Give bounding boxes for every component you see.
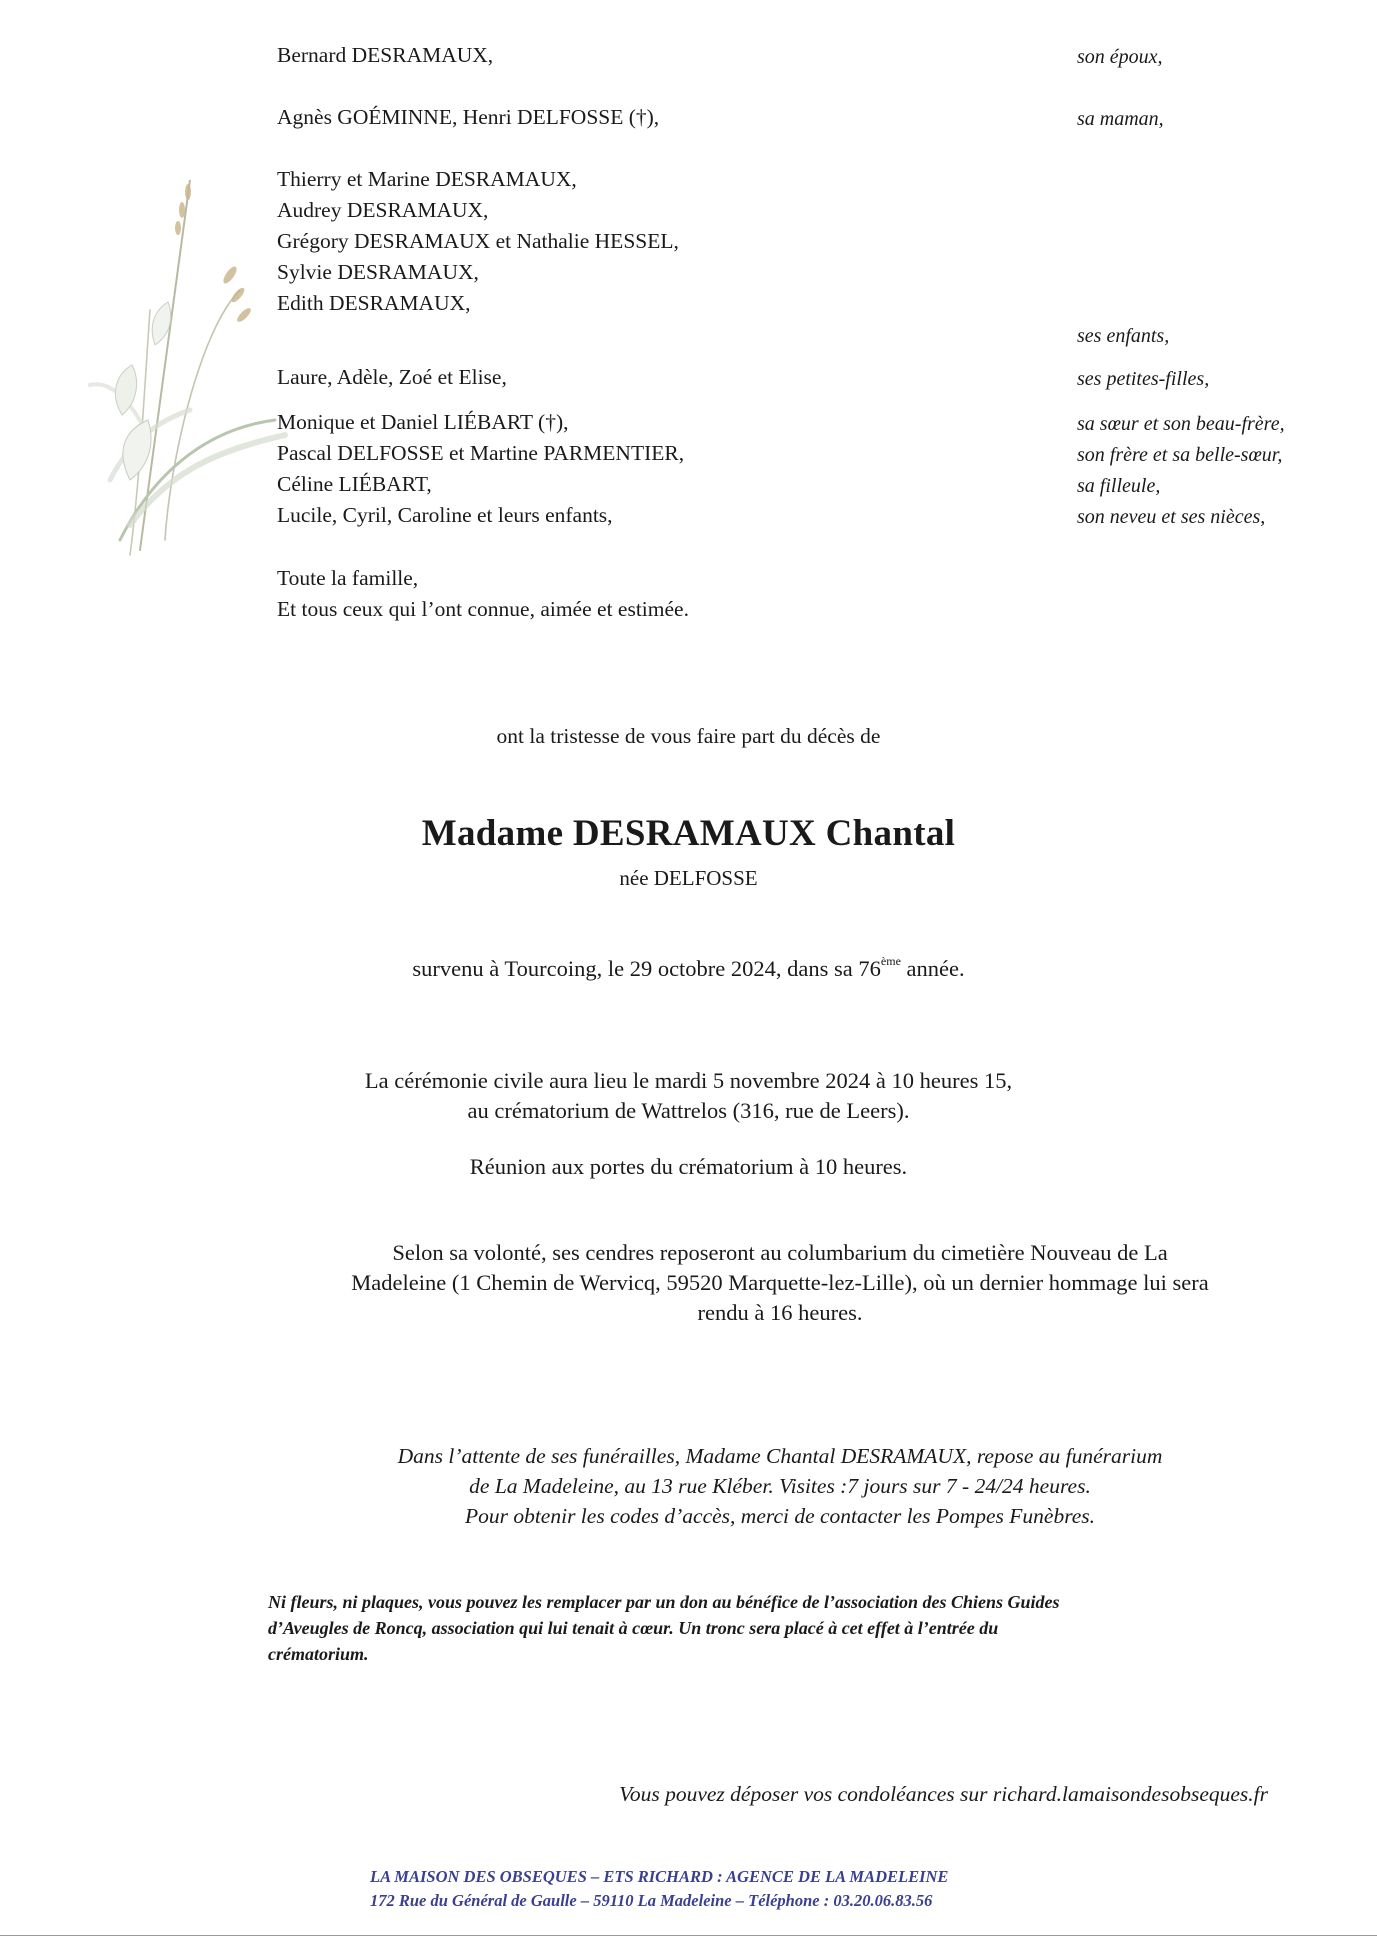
family-closing: Toute la famille, bbox=[277, 566, 419, 590]
family-name: Agnès GOÉMINNE, Henri DELFOSSE (†), bbox=[277, 105, 660, 129]
family-role: ses petites-filles, bbox=[1077, 368, 1210, 390]
family-name: Thierry et Marine DESRAMAUX, bbox=[277, 167, 577, 191]
family-role: son neveu et ses nièces, bbox=[1077, 506, 1266, 528]
family-row bbox=[277, 438, 1317, 469]
donation-line: Ni fleurs, ni plaques, vous pouvez les remplacer par un don au bénéfice de l’association des Chiens Guides bbox=[268, 1592, 1060, 1612]
footer-line: 172 Rue du Général de Gaulle – 59110 La Madeleine – Téléphone : 03.20.06.83.56 bbox=[370, 1891, 933, 1910]
family-row bbox=[277, 407, 1317, 438]
ceremony-line: La cérémonie civile aura lieu le mardi 5 novembre 2024 à 10 heures 15, bbox=[364, 1068, 1013, 1093]
ceremony-line: au crématorium de Wattrelos (316, rue de Leers). bbox=[467, 1098, 910, 1123]
ashes-line: Selon sa volonté, ses cendres reposeront au columbarium du cimetière Nouveau de La bbox=[392, 1240, 1168, 1265]
donation-line: d’Aveugles de Roncq, association qui lui tenait à cœur. Un tronc sera placé à cet effet à l’entrée du bbox=[268, 1618, 999, 1638]
family-row bbox=[277, 102, 1317, 133]
family-name: Sylvie DESRAMAUX, bbox=[277, 260, 479, 284]
donation-info bbox=[268, 1589, 1268, 1667]
family-name: Monique et Daniel LIÉBART (†), bbox=[277, 410, 569, 434]
family-name: Audrey DESRAMAUX, bbox=[277, 198, 489, 222]
death-details-text: survenu à Tourcoing, le 29 octobre 2024, dans sa 76 bbox=[412, 956, 881, 981]
family-row bbox=[277, 226, 1317, 257]
death-details-end: année. bbox=[900, 956, 965, 981]
family-name: Edith DESRAMAUX, bbox=[277, 291, 471, 315]
family-name: Lucile, Cyril, Caroline et leurs enfants, bbox=[277, 503, 613, 527]
family-name: Laure, Adèle, Zoé et Elise, bbox=[277, 365, 507, 389]
family-row bbox=[277, 362, 1317, 393]
ashes-line: rendu à 16 heures. bbox=[697, 1300, 863, 1325]
family-closing-row bbox=[277, 563, 1317, 594]
family-name: Pascal DELFOSSE et Martine PARMENTIER, bbox=[277, 441, 685, 465]
condolences-text: Vous pouvez déposer vos condoléances sur richard.lamaisondesobseques.fr bbox=[619, 1782, 1268, 1806]
family-row bbox=[277, 164, 1317, 195]
funerarium-line: de La Madeleine, au 13 rue Kléber. Visites :7 jours sur 7 - 24/24 heures. bbox=[469, 1474, 1091, 1498]
funerarium-line: Dans l’attente de ses funérailles, Madame Chantal DESRAMAUX, repose au funérarium bbox=[397, 1444, 1163, 1468]
funeral-home-footer bbox=[370, 1865, 948, 1913]
deceased-name: Madame DESRAMAUX Chantal bbox=[421, 813, 956, 854]
family-role: son frère et sa belle-sœur, bbox=[1077, 444, 1283, 466]
family-closing-row bbox=[277, 594, 1317, 625]
family-closing: Et tous ceux qui l’ont connue, aimée et estimée. bbox=[277, 597, 689, 621]
family-row bbox=[277, 500, 1317, 531]
family-role: sa filleule, bbox=[1077, 475, 1161, 497]
funerarium-info bbox=[290, 1441, 1270, 1531]
reunion-info: Réunion aux portes du crématorium à 10 heures. bbox=[469, 1154, 908, 1179]
donation-line: crématorium. bbox=[268, 1644, 369, 1664]
family-role: son époux, bbox=[1077, 46, 1163, 68]
family-row bbox=[277, 257, 1317, 288]
family-role: ses enfants, bbox=[1077, 325, 1170, 347]
ceremony-info bbox=[0, 1066, 1377, 1126]
family-role: sa maman, bbox=[1077, 108, 1164, 130]
family-row bbox=[277, 469, 1317, 500]
family-name: Bernard DESRAMAUX, bbox=[277, 43, 494, 67]
ashes-line: Madeleine (1 Chemin de Wervicq, 59520 Marquette-lez-Lille), où un dernier hommage lui sera bbox=[351, 1270, 1209, 1295]
family-role: sa sœur et son beau-frère, bbox=[1077, 413, 1285, 435]
funerarium-line: Pour obtenir les codes d’accès, merci de contacter les Pompes Funèbres. bbox=[464, 1504, 1096, 1528]
family-row bbox=[277, 195, 1317, 226]
bottom-divider bbox=[0, 1935, 1377, 1936]
plant-illustration bbox=[70, 180, 300, 560]
birth-name: née DELFOSSE bbox=[619, 866, 758, 890]
family-row bbox=[277, 40, 1317, 71]
family-name: Grégory DESRAMAUX et Nathalie HESSEL, bbox=[277, 229, 679, 253]
family-row bbox=[277, 288, 1317, 319]
footer-line: LA MAISON DES OBSEQUES – ETS RICHARD : AGENCE DE LA MADELEINE bbox=[370, 1867, 949, 1886]
family-name: Céline LIÉBART, bbox=[277, 472, 432, 496]
family-row bbox=[277, 319, 1317, 350]
death-details-sup: ème bbox=[880, 953, 901, 968]
ashes-info bbox=[290, 1238, 1270, 1328]
death-details bbox=[0, 953, 1377, 982]
family-list bbox=[277, 40, 1317, 625]
announcement: ont la tristesse de vous faire part du décès de bbox=[496, 724, 881, 748]
